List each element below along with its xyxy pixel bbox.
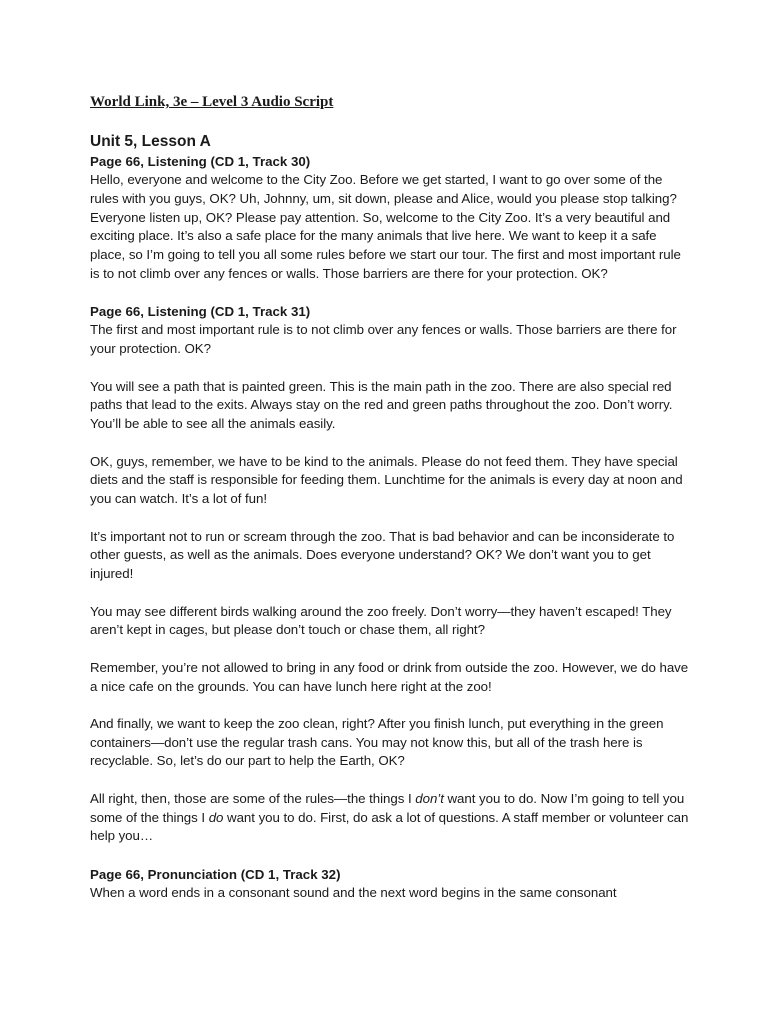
paragraph-with-emphasis bbox=[90, 790, 690, 846]
emphasis-text: don’t bbox=[415, 790, 444, 806]
paragraph: And finally, we want to keep the zoo clean, right? After you finish lunch, put everything in the green containers—don’t use the regular trash cans. You may not know this, but all of the trash here is recyclable. So, let’s do our part to help the Earth, OK? bbox=[90, 715, 664, 769]
unit-heading: Unit 5, Lesson A bbox=[90, 133, 211, 150]
paragraph: Hello, everyone and welcome to the City Zoo. Before we get started, I want to go over some of the rules with you guys, OK? Uh, Johnny, um, sit down, please and Alice, would you please stop talking? Everyone listen up, OK? Please pay attention. So, welcome to the City Zoo. It’s a very beautiful and exciting place. It’s also a safe place for the many animals that live here. We want to keep it a safe place, so I’m going to tell you all some rules before we start our tour. The first and most important rule is to not climb over any fences or walls. Those barriers are there for your protection. OK? bbox=[90, 172, 681, 281]
emphasis-text: do bbox=[208, 809, 224, 825]
paragraph: Remember, you’re not allowed to bring in any food or drink from outside the zoo. However, we do have a nice cafe on the grounds. You can have lunch here right at the zoo! bbox=[90, 659, 689, 694]
section-heading: Page 66, Pronunciation (CD 1, Track 32) bbox=[90, 866, 341, 882]
paragraph-text: All right, then, those are some of the rules—the things I bbox=[90, 790, 416, 806]
paragraph: The first and most important rule is to not climb over any fences or walls. Those barriers are there for your protection. OK? bbox=[90, 322, 677, 357]
paragraph: It’s important not to run or scream through the zoo. That is bad behavior and can be inconsiderate to other guests, as well as the animals. Does everyone understand? OK? We don’t want you to get injured! bbox=[90, 528, 675, 582]
section-track-30 bbox=[90, 152, 690, 284]
paragraph-text: want you to do. Now I’m going to tell you some of the things I bbox=[90, 790, 685, 825]
paragraph: You may see different birds walking around the zoo freely. Don’t worry—they haven’t escaped! They aren’t kept in cages, but please don’t touch or chase them, all right? bbox=[90, 603, 672, 638]
section-track-32 bbox=[90, 865, 690, 903]
paragraph-text: want you to do. First, do ask a lot of questions. A staff member or volunteer can help you… bbox=[90, 809, 689, 844]
paragraph: OK, guys, remember, we have to be kind to the animals. Please do not feed them. They have special diets and the staff is responsible for feeding them. Lunchtime for the animals is every day at noon and you can watch. It’s a lot of fun! bbox=[90, 453, 683, 507]
paragraph: When a word ends in a consonant sound and the next word begins in the same consonant bbox=[90, 884, 617, 900]
document-title: World Link, 3e – Level 3 Audio Script bbox=[90, 94, 334, 110]
document-page bbox=[90, 92, 690, 921]
section-heading: Page 66, Listening (CD 1, Track 30) bbox=[90, 154, 311, 169]
section-track-31 bbox=[90, 302, 690, 846]
section-heading: Page 66, Listening (CD 1, Track 31) bbox=[90, 304, 311, 320]
paragraph: You will see a path that is painted green. This is the main path in the zoo. There are also special red paths that lead to the exits. Always stay on the red and green paths throughout the zoo. Don’t worry. You’ll be able to see all the animals easily. bbox=[90, 378, 673, 432]
